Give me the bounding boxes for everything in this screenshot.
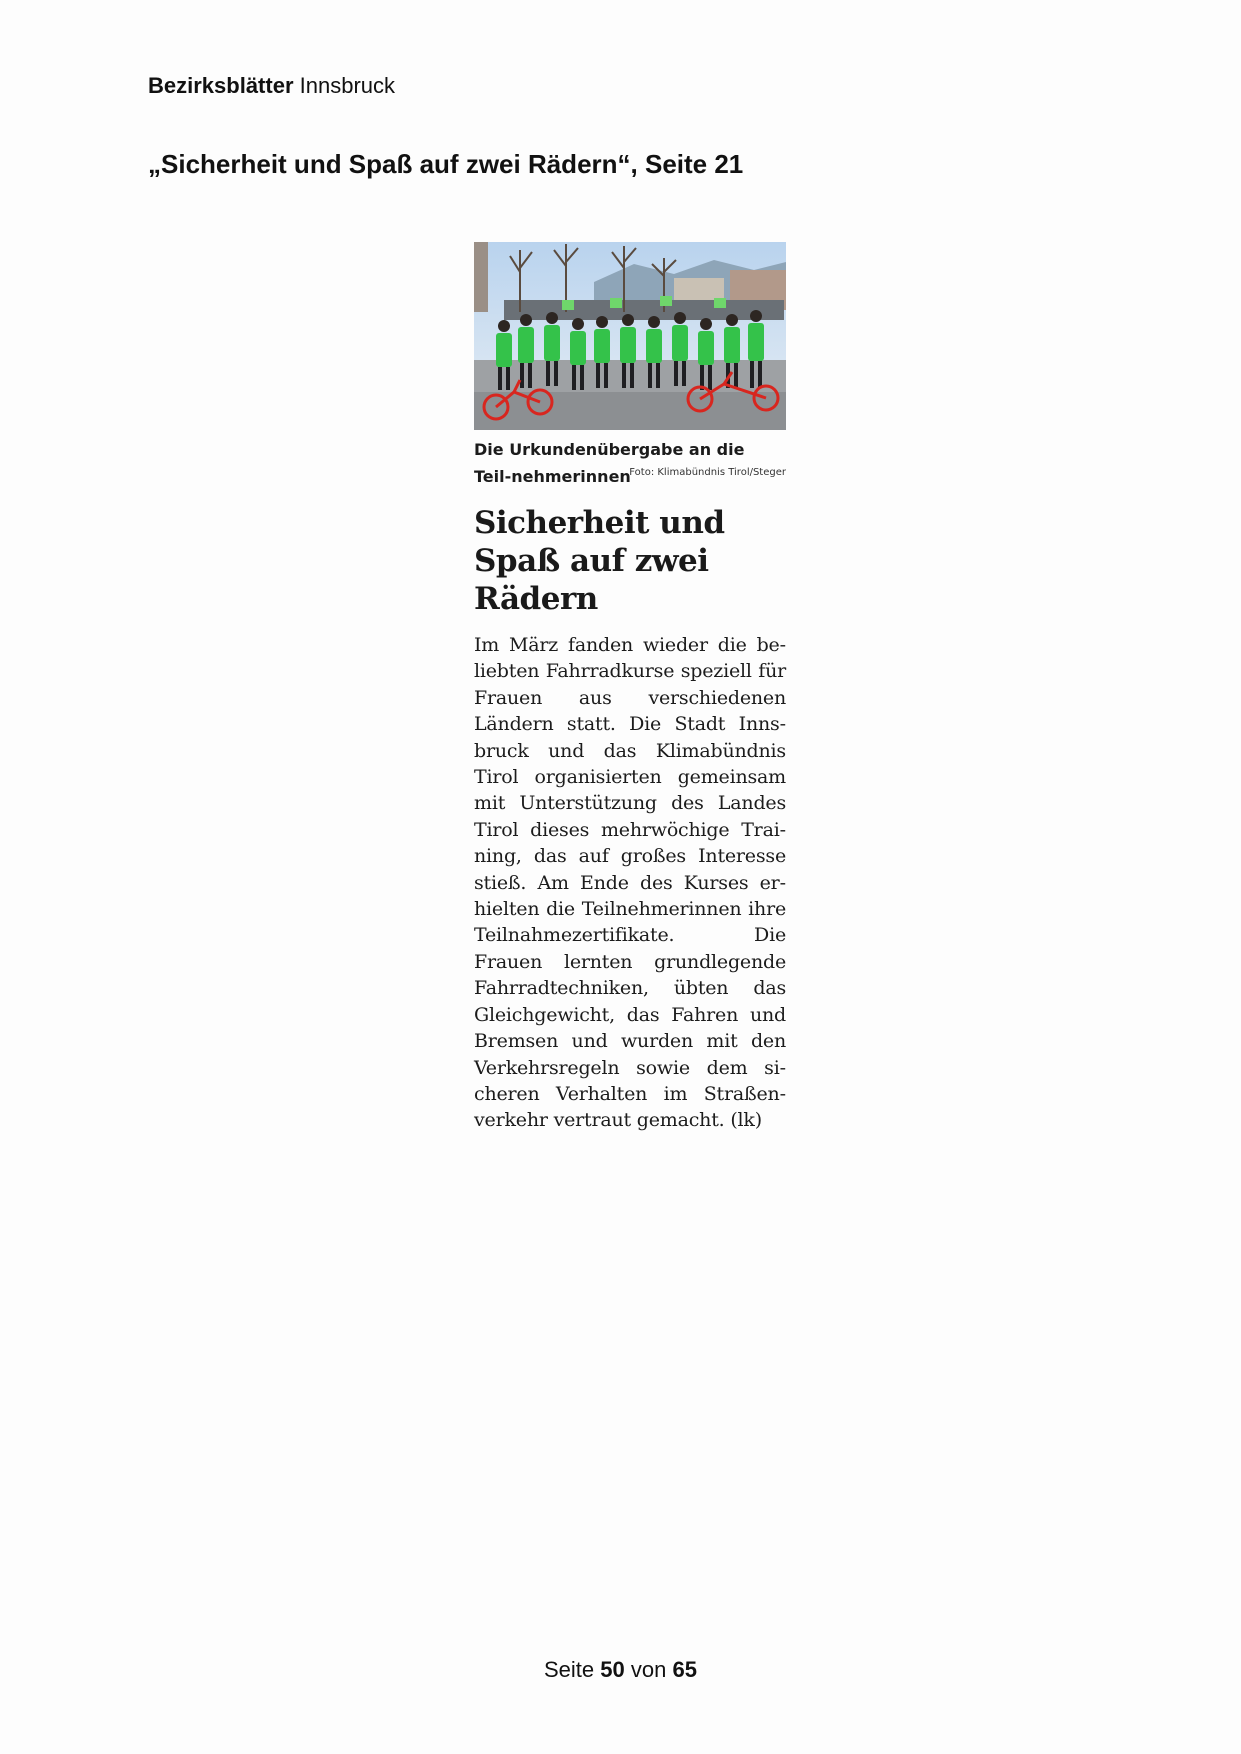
article-headline: Sicherheit und Spaß auf zwei Rädern xyxy=(474,505,725,617)
photo-caption xyxy=(474,436,786,490)
group-photo-image xyxy=(474,242,786,430)
caption-text: Die Urkundenübergabe an die Teil-nehmerinnen xyxy=(474,440,745,486)
page-footer xyxy=(0,1656,1241,1684)
footer-total-pages: 65 xyxy=(672,1657,697,1682)
article-body: Im März fanden wieder die beliebten Fahrradkurse speziell für Frauen aus verschiedenen Ländern statt. Die Stadt Innsbruck und das Klimabündnis Tirol organisierten gemeinsam mit Unterstützung des Landes Tirol dieses mehrwöchige Training, das auf großes Interesse stieß. Am Ende des Kurses erhielten die Teilnehmerinnen ihre Teilnahmezertifikate. Die Frauen lernten grundlegende Fahrradtechniken, übten das Gleichgewicht, das Fahren und Bremsen und wurden mit den Verkehrsregeln sowie dem sicheren Verhalten im Straßenverkehr vertraut gemacht. (lk) xyxy=(474,634,786,1132)
article-photo xyxy=(474,242,786,430)
footer-page-number: 50 xyxy=(600,1657,625,1682)
publication-region: Innsbruck xyxy=(299,73,396,98)
photo-credit: Foto: Klimabündnis Tirol/Steger xyxy=(629,467,786,478)
publication-title: Bezirksblätter xyxy=(148,73,294,98)
clip-title: „Sicherheit und Spaß auf zwei Rädern“, Seite 21 xyxy=(148,149,744,179)
footer-middle: von xyxy=(630,1657,667,1682)
footer-prefix: Seite xyxy=(544,1657,595,1682)
publication-name xyxy=(148,72,395,100)
article-clipping xyxy=(474,242,786,1134)
